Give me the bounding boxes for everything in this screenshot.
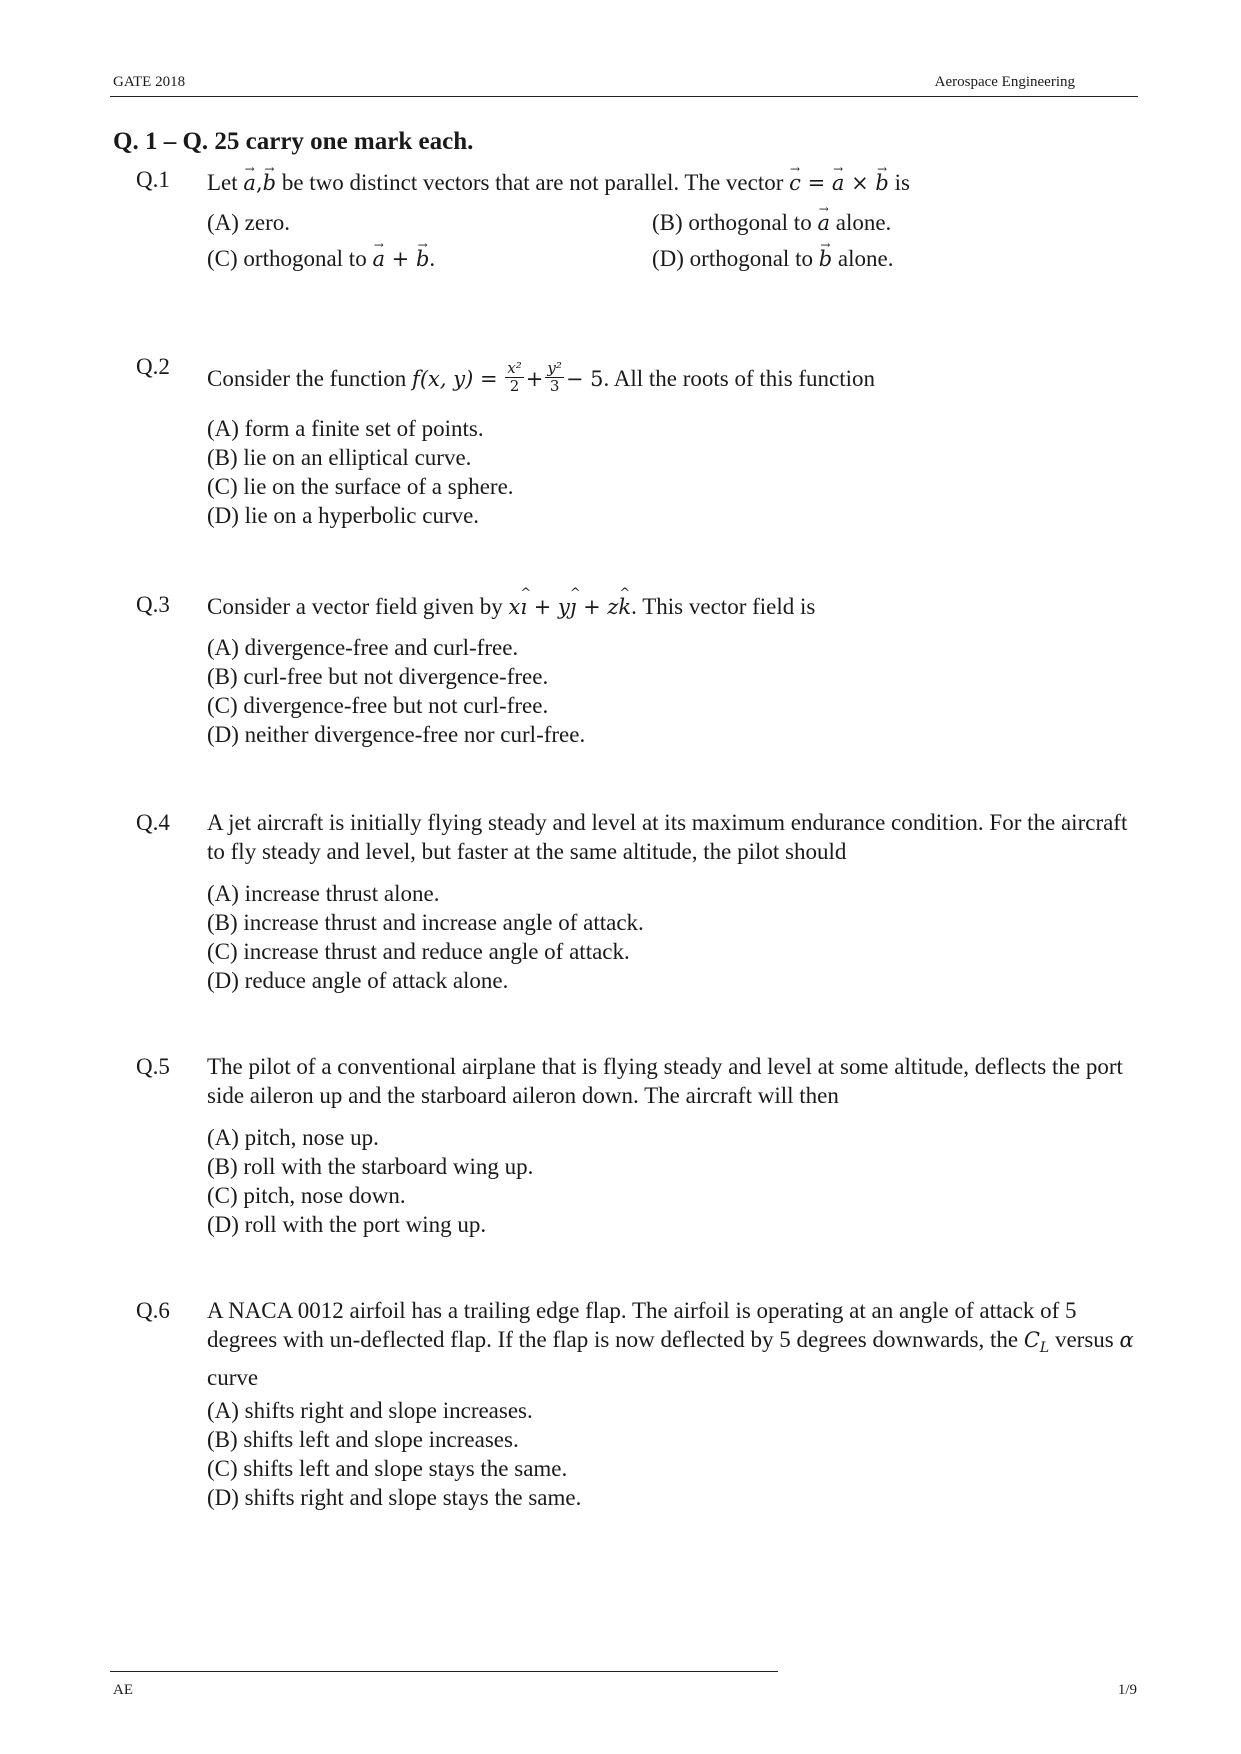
question-stem: The pilot of a conventional airplane that is flying steady and level at some altitude, deflects the port side aileron up and the starboard aileron down. The aircraft will then (207, 1054, 1123, 1108)
header-subject: Aerospace Engineering (934, 74, 1075, 90)
option-c: (C) shifts left and slope stays the same. (207, 1456, 568, 1481)
page-number: 1/9 (1117, 1682, 1137, 1698)
options (207, 208, 927, 274)
footer-rule (110, 1671, 778, 1672)
question-stem: A NACA 0012 airfoil has a trailing edge flap. The airfoil is operating at an angle of attack of 5 degrees with un-deflected flap. If the flap is now deflected by 5 degrees downwards, the $C_L$ versus α curve (207, 1298, 1134, 1391)
options (207, 1396, 1137, 1512)
header-rule (110, 96, 1138, 97)
option-a: (A) form a finite set of points. (207, 416, 484, 441)
options (207, 414, 1137, 530)
option-d: (D) roll with the port wing up. (207, 1212, 487, 1237)
option-d: (D) lie on a hyperbolic curve. (207, 503, 480, 528)
question-stem: Consider the function f(x, y) = $\frac{\text{x²}}{2}$ + $\frac{\text{y²}}{3}$ − 5. All the roots of this function (207, 359, 876, 395)
question-number: Q.5 (136, 1054, 170, 1079)
options (207, 633, 1137, 749)
option-a: (A) shifts right and slope increases. (207, 1398, 533, 1423)
option-a: (A) pitch, nose up. (207, 1125, 379, 1150)
question-number: Q.1 (136, 167, 170, 192)
option-a: (A) zero. (207, 210, 291, 235)
option-d: (D) orthogonal to → b alone. (652, 244, 927, 274)
option-b: (B) orthogonal to → a alone. (652, 208, 927, 238)
question-number: Q.6 (136, 1298, 170, 1323)
option-d: (D) neither divergence-free nor curl-free. (207, 722, 586, 747)
question-stem: A jet aircraft is initially flying steady and level at its maximum endurance condition. For the aircraft to fly steady and level, but faster at the same altitude, the pilot should (207, 810, 1128, 864)
option-c: (C) orthogonal to → a + → b. (207, 244, 652, 274)
question-number: Q.4 (136, 810, 170, 835)
option-a: (A) increase thrust alone. (207, 881, 440, 906)
footer-paper-code: AE (113, 1682, 133, 1698)
option-a: (A) divergence-free and curl-free. (207, 635, 519, 660)
header-exam-name: GATE 2018 (113, 74, 186, 90)
option-c: (C) increase thrust and reduce angle of attack. (207, 939, 630, 964)
option-b: (B) shifts left and slope increases. (207, 1427, 519, 1452)
option-c: (C) divergence-free but not curl-free. (207, 693, 549, 718)
question-stem: Let → a,→ b be two distinct vectors that are not parallel. The vector → c = → a × → b is (207, 168, 1137, 198)
question-stem: Consider a vector field given by x^ ı + y^ ȷ + z^ k. This vector field is (207, 592, 1137, 622)
option-b: (B) increase thrust and increase angle of attack. (207, 910, 644, 935)
option-d: (D) shifts right and slope stays the same. (207, 1485, 582, 1510)
option-b: (B) roll with the starboard wing up. (207, 1154, 534, 1179)
option-d: (D) reduce angle of attack alone. (207, 968, 509, 993)
question-number: Q.3 (136, 592, 170, 617)
option-c: (C) lie on the surface of a sphere. (207, 474, 514, 499)
question-number: Q.2 (136, 354, 170, 379)
options (207, 1123, 1137, 1239)
option-b: (B) curl-free but not divergence-free. (207, 664, 549, 689)
options (207, 879, 1137, 995)
option-b: (B) lie on an elliptical curve. (207, 445, 472, 470)
section-title: Q. 1 – Q. 25 carry one mark each. (113, 128, 474, 155)
option-c: (C) pitch, nose down. (207, 1183, 406, 1208)
